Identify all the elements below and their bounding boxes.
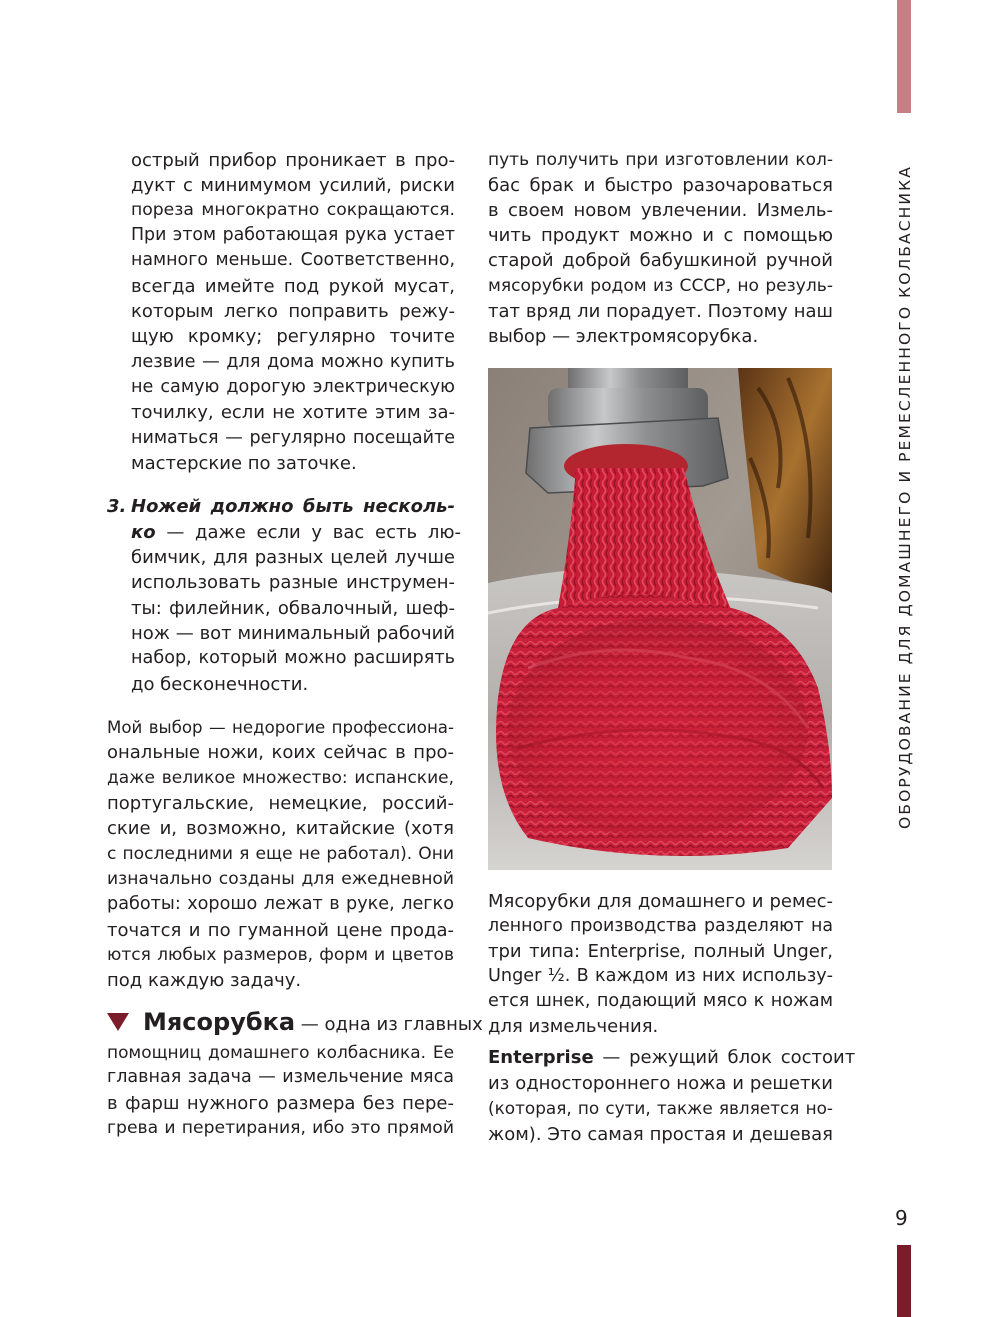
text-line: под каждую задачу. — [107, 970, 302, 991]
text-line: дукт с минимумом усилий, риски — [131, 175, 455, 196]
text-line: бас брак и быстро разочароваться — [488, 175, 833, 196]
text-line: три типа: Enterprise, полный Unger, — [488, 941, 833, 962]
text-line: в фарш нужного размера без пере- — [107, 1093, 454, 1114]
text-line: всегда имейте под рукой мусат, — [131, 276, 455, 297]
text-line: мастерские по заточке. — [131, 453, 357, 474]
text-line: грева и перетирания, ибо это прямой — [107, 1118, 454, 1138]
section-triangle-icon — [107, 1013, 129, 1031]
text-line: чить продукт можно и с помощью — [488, 225, 833, 246]
text-line: пореза многократно сокращаются. — [131, 200, 455, 220]
section-heading-line — [143, 1006, 483, 1041]
meat-grinder-photo — [488, 368, 832, 870]
text-line: ты: филейник, обвалочный, шеф- — [131, 598, 455, 619]
text-line: мясорубки родом из СССР, но резуль- — [488, 276, 833, 296]
text-line: щую кромку; регулярно точите — [131, 326, 455, 347]
text-line: набор, который можно расширять — [131, 648, 455, 668]
text-line: в своем новом увлечении. Измель- — [488, 200, 833, 221]
text-line: тат вряд ли порадует. Поэтому наш — [488, 301, 833, 322]
text-line: (которая, по сути, также является но- — [488, 1098, 833, 1118]
text-line: лезвие — для дома можно купить — [131, 352, 455, 372]
text-line: нож — вот минимальный рабочий — [131, 623, 455, 644]
page-number: 9 — [895, 1206, 908, 1230]
text-line: При этом работающая рука устает — [131, 225, 455, 245]
text-line: старой доброй бабушкиной ручной — [488, 250, 833, 271]
list-item-text: — даже если у вас есть лю- — [155, 522, 461, 543]
bottom-accent-bar — [897, 1245, 911, 1317]
text-line: работы: хорошо лежат в руке, легко — [107, 894, 454, 914]
text-line: португальские, немецкие, россий- — [107, 793, 454, 814]
text-line: помощниц домашнего колбасника. Ее — [107, 1042, 454, 1062]
list-item-title: Ножей должно быть несколь- — [131, 496, 455, 517]
text-line: использовать разные инструмен- — [131, 572, 455, 593]
text-line: точилку, если не хотите этим за- — [131, 402, 455, 423]
text-line: которым легко поправить режу- — [131, 301, 455, 322]
list-number: 3. — [107, 496, 127, 517]
term-enterprise: Enterprise — [488, 1047, 594, 1068]
text-line: для измельчения. — [488, 1016, 659, 1037]
list-item-title-end: ко — [131, 522, 156, 543]
section-heading-rest: — одна из главных — [295, 1014, 483, 1035]
running-title: ОБОРУДОВАНИЕ ДЛЯ ДОМАШНЕГО И РЕМЕСЛЕННОГО КОЛБАСНИКА — [896, 165, 914, 829]
text-line: главная задача — измельчение мяса — [107, 1067, 454, 1087]
text-line — [131, 520, 461, 545]
term-description: — режущий блок состоит — [593, 1047, 856, 1068]
top-accent-bar — [897, 0, 911, 113]
text-line: до бесконечности. — [131, 674, 309, 695]
text-line: ниматься — регулярно посещайте — [131, 428, 455, 448]
text-line — [488, 1045, 855, 1070]
text-line: намного меньше. Соответственно, — [131, 250, 455, 270]
text-line: ональные ножи, коих сейчас в про- — [107, 742, 454, 763]
text-line: ется шнек, подающий мясо к ножам — [488, 991, 833, 1011]
text-line: не самую дорогую электрическую — [131, 377, 455, 397]
text-line: изначально созданы для ежедневной — [107, 869, 454, 889]
text-line: точатся и по гуманной цене прода- — [107, 920, 454, 941]
text-line: Мясорубки для домашнего и ремес- — [488, 891, 833, 912]
text-line: ленного производства разделяют на — [488, 916, 833, 936]
text-line: жом). Это самая простая и дешевая — [488, 1124, 833, 1145]
text-line: путь получить при изготовлении кол- — [488, 150, 833, 170]
text-line: Unger ½. В каждом из них использу- — [488, 966, 833, 986]
text-line: Мой выбор — недорогие профессиона- — [107, 718, 454, 737]
text-line: бимчик, для разных целей лучше — [131, 547, 455, 568]
text-line: острый прибор проникает в про- — [131, 150, 455, 171]
text-line: даже великое множество: испанские, — [107, 768, 454, 788]
text-line: ются любых размеров, форм и цветов — [107, 945, 454, 965]
text-line: выбор — электромясорубка. — [488, 326, 759, 347]
text-line: с последними я еще не работал). Они — [107, 844, 454, 864]
text-line: из одностороннего ножа и решетки — [488, 1073, 833, 1094]
text-line: ские и, возможно, китайские (хотя — [107, 818, 454, 839]
section-heading: Мясорубка — [143, 1008, 296, 1036]
